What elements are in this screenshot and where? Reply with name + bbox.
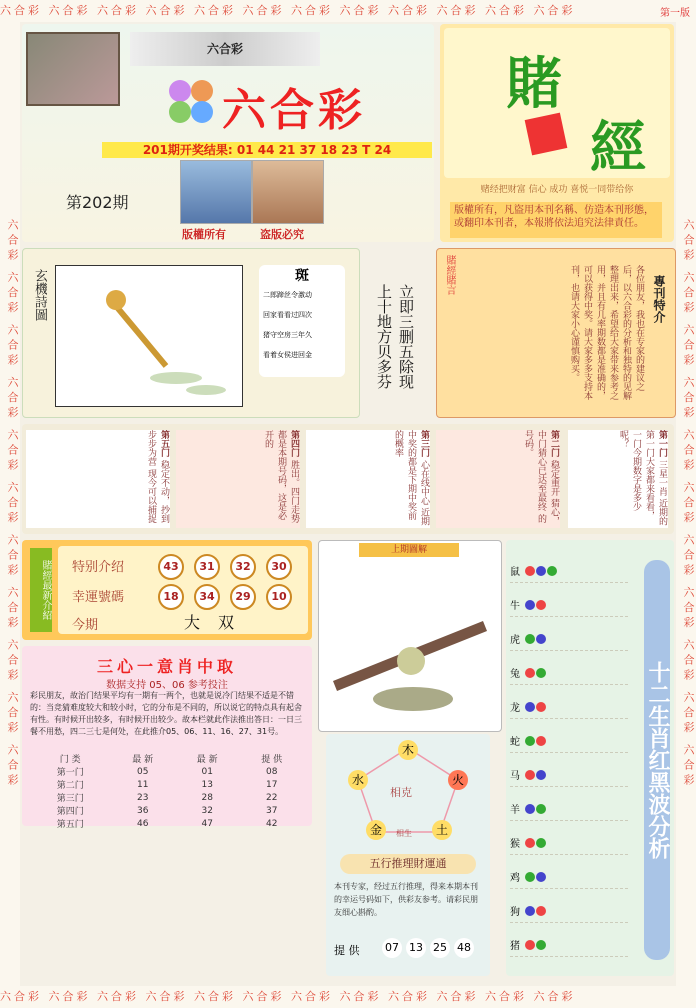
table-row: 第五门 46 47 42: [56, 818, 278, 830]
sanxin-table: [30, 752, 304, 830]
luck-ball: 29: [230, 584, 256, 610]
intro-ball: 32: [230, 554, 256, 580]
dujing-panel: [440, 24, 674, 242]
picture-label: 上期圖解: [359, 543, 459, 557]
edition-label: 第一版: [660, 8, 690, 19]
piracy-label: 盗版必究: [260, 228, 304, 241]
zodiac-row: 鼠: [510, 560, 628, 583]
luck-ball: 18: [158, 584, 184, 610]
issue-result: 大双: [184, 613, 253, 632]
wuxing-panel: [326, 734, 490, 976]
xuanji-panel: [22, 248, 360, 418]
main-title: 六合彩: [222, 85, 366, 136]
provide-ball: 13: [406, 938, 426, 958]
special-side: 賭經最新介紹: [30, 548, 52, 632]
wuxing-text: 本刊专家，经过五行推理，得来本期本刊的幸运号码如下，供彩友参考。请彩民朋友细心斟酌。: [334, 882, 478, 917]
table-row: 第一门 05 01 08: [56, 766, 278, 778]
xuanji-image: [55, 265, 243, 407]
top-banner: [22, 24, 434, 242]
provide-ball: 25: [430, 938, 450, 958]
provide-label: 提 供: [334, 944, 360, 957]
wuxing-diagram: [340, 740, 476, 840]
riddle-line-1: 立即三删五除现: [397, 284, 415, 389]
column-4: 第四门 胜出。四门走势都是本期号码，这是必开的: [176, 430, 300, 528]
zodiac-row: 猪: [510, 934, 628, 957]
dujing-char-b: 經: [590, 115, 646, 181]
column-1: 第一门 三星一肖 近期的第一门大家都来看看，一门今期数字是多少呢？: [568, 430, 668, 528]
machine-photo: [26, 32, 120, 106]
provide-ball: 48: [454, 938, 474, 958]
intro-ball: 43: [158, 554, 184, 580]
analysis-columns: [22, 424, 674, 534]
riddle-line-2: 上十地方贝多芬: [375, 284, 393, 389]
poem-lines: 二郎蹄丝令激动 回家看看过四次 猪守空房三年久 看着女侯进回金: [263, 291, 312, 359]
earth-node: 土: [432, 820, 452, 840]
sanxin-body: 彩民朋友，故治门结果平均有一期有一两个，也就是说冷门结果不适是不错的：当竞猜难度较大和较小时，它的分布是不同的，所以说它的特点具有起舍有性。有时候开出较多，有时候开出较少。故本栏就此作法推出答日：一日三餐不用愁，四二三七是何处，在此推介05、06、11、16、27、31号。: [30, 691, 302, 736]
table-row: 第四门 36 32 37: [56, 805, 278, 817]
copyright-label: 版權所有: [182, 228, 226, 241]
zodiac-list: [510, 560, 640, 972]
wuxing-title: 五行推理財運通: [340, 854, 476, 874]
luck-label: 幸運號碼: [72, 590, 125, 605]
picture-panel: [318, 540, 502, 732]
issue-label: 今期: [72, 618, 99, 633]
banner-badge: 六合彩: [130, 32, 320, 66]
fire-node: 火: [448, 770, 468, 790]
wuxing-center: 相克: [390, 786, 412, 799]
featured-title: 專刊特介: [652, 275, 666, 323]
zodiac-row: 牛: [510, 594, 628, 617]
zodiac-row: 猴: [510, 832, 628, 855]
zodiac-row: 羊: [510, 798, 628, 821]
zodiac-panel: [506, 540, 674, 976]
zodiac-row: 狗: [510, 900, 628, 923]
results-bar: 201期开奖结果: 01 44 21 37 18 23 T 24: [102, 142, 432, 158]
column-5: 第五门 稳定不动，抄到步步为营 现今可以捕捉: [26, 430, 170, 528]
zodiac-row: 蛇: [510, 730, 628, 753]
water-node: 水: [348, 770, 368, 790]
issue-number: 第202期: [66, 193, 129, 212]
special-panel: [22, 540, 312, 640]
zodiac-title: 十二生肖红黑波分析: [644, 560, 670, 960]
dujing-char-a: 賭: [506, 51, 562, 117]
bottom-border: 六合彩 六合彩 六合彩 六合彩 六合彩 六合彩 六合彩 六合彩 六合彩 六合彩 六合彩 六合彩: [0, 986, 696, 1008]
intro-ball: 30: [266, 554, 292, 580]
zodiac-row: 马: [510, 764, 628, 787]
wood-node: 木: [398, 740, 418, 760]
right-border: 六合彩 六合彩 六合彩 六合彩 六合彩 六合彩 六合彩 六合彩 六合彩 六合彩 六合彩: [676, 22, 696, 986]
special-inner: [58, 546, 308, 634]
cover-thumb-2: [252, 160, 324, 224]
wuxing-sub: 相生: [396, 829, 412, 838]
featured-panel: [436, 248, 676, 418]
zodiac-row: 龙: [510, 696, 628, 719]
zodiac-row: 鸡: [510, 866, 628, 889]
card-icon: [525, 113, 568, 156]
column-2: 第二门 稳定重开 猜心，中门猜心已达至最终 的号码。: [436, 430, 560, 528]
provide-ball: 07: [382, 938, 402, 958]
sanxin-support: 数据支持 05、06 参考投注: [106, 680, 228, 691]
intro-ball: 31: [194, 554, 220, 580]
balls-icon: [162, 76, 222, 130]
featured-text: 各位朋友，我也在专家的建议之后，以六合彩的分析和独特的见解整理出来，希望给大家带来参考之用，并且有几率期数都是准确的，可以获得中奖。请大家多多支持本刊，也请大家小心谨慎购买。: [569, 265, 644, 400]
left-border: 六合彩 六合彩 六合彩 六合彩 六合彩 六合彩 六合彩 六合彩 六合彩 六合彩 六合彩: [0, 22, 20, 986]
table-row: 第二门 11 13 17: [56, 779, 278, 791]
poem-badge: 斑: [295, 268, 309, 284]
riddle-panel: [362, 254, 432, 414]
zodiac-row: 虎: [510, 628, 628, 651]
xuanji-label: 玄機詩圖: [32, 269, 47, 321]
luck-ball: 10: [266, 584, 292, 610]
column-3: 第三门 心在线中心 近期中奖的都是下期中奖前的概率: [306, 430, 430, 528]
dujing-slogan: 赌经把财富 信心 成功 喜悦一同带给你: [480, 185, 634, 195]
table-header: 门 类 最 新 最 新 提 供: [59, 755, 283, 765]
poem-box: [259, 265, 345, 377]
picture-illustration: [323, 561, 497, 725]
table-row: 第三门 23 28 22: [56, 792, 278, 804]
zodiac-row: 兔: [510, 662, 628, 685]
sanxin-panel: [22, 646, 312, 830]
luck-ball: 34: [194, 584, 220, 610]
cover-thumb-1: [180, 160, 252, 224]
riddle-tag: 賭經賭言: [444, 255, 455, 295]
dujing-notice: 版權所有，凡盜用本刊名稱、仿造本刊形態，或翻印本刊者，本報將依法追究法律責任。: [450, 202, 662, 238]
metal-node: 金: [366, 820, 386, 840]
intro-label: 特别介绍: [72, 560, 125, 575]
sanxin-title: 三心一意肖中取: [96, 657, 237, 676]
top-border: 六合彩 六合彩 六合彩 六合彩 六合彩 六合彩 六合彩 六合彩 六合彩 六合彩 六合彩 六合彩: [0, 0, 696, 22]
